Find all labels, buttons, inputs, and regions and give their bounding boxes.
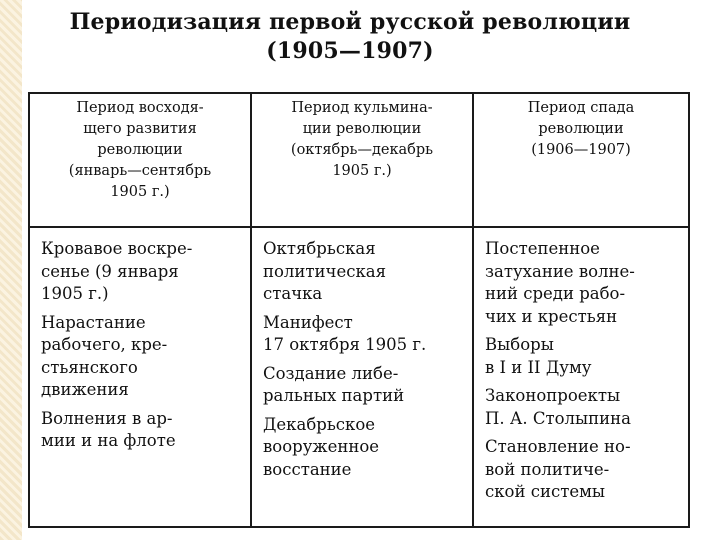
list-item	[263, 414, 465, 482]
header-line: (январь—сентябрь	[68, 163, 212, 179]
header-line: ции революции	[302, 121, 422, 137]
list-item	[41, 312, 243, 402]
list-item	[263, 238, 465, 306]
list-item-line: ний среди рабо-	[485, 284, 626, 303]
list-item-line: П. А. Столыпина	[485, 408, 631, 428]
list-item	[485, 238, 681, 328]
list-item-line: стачка	[263, 284, 323, 303]
list-item-line: мии и на флоте	[41, 431, 176, 450]
list-item-line: Выборы	[485, 335, 554, 354]
list-item-line: политическая	[263, 261, 387, 281]
header-cell-rise	[29, 93, 251, 227]
list-item-line: Постепенное	[485, 239, 600, 258]
list-item-line: 17 октября 1905 г.	[263, 335, 427, 354]
list-item-line: ральных партий	[263, 386, 405, 405]
header-line: (октябрь—декабрь	[290, 142, 434, 158]
list-item-line: вооруженное	[263, 437, 380, 456]
list-item	[41, 238, 243, 306]
list-item-line: Становление но-	[485, 437, 631, 456]
revolution-periods-table	[28, 92, 690, 528]
header-cell-decline	[473, 93, 689, 227]
list-item-line: ской системы	[485, 482, 606, 501]
title-line-1: Периодизация первой русской революции	[69, 9, 631, 35]
list-item-line: движения	[41, 380, 129, 399]
list-item-line: затухание волне-	[485, 261, 635, 281]
header-line: революции	[97, 142, 183, 158]
list-item-line: вой политиче-	[485, 459, 610, 479]
list-item	[263, 363, 465, 408]
list-item-line: Законопроекты	[485, 386, 621, 405]
header-line: 1905 г.)	[110, 184, 170, 200]
content-row	[29, 227, 689, 527]
title-line-2: (1905—1907)	[266, 38, 434, 64]
decorative-left-strip	[0, 0, 22, 540]
list-item-line: Создание либе-	[263, 363, 399, 383]
list-item	[485, 334, 681, 379]
list-item	[485, 436, 681, 504]
header-line: 1905 г.)	[332, 163, 392, 179]
list-item-line: Манифест	[263, 312, 353, 332]
content-cell-rise	[29, 227, 251, 527]
list-item-line: чих и крестьян	[485, 306, 618, 326]
list-item	[41, 408, 243, 453]
list-item-line: рабочего, кре-	[41, 335, 168, 354]
list-item	[485, 385, 681, 430]
header-line: щего развития	[83, 121, 197, 137]
header-row	[29, 93, 689, 227]
header-cell-culmination	[251, 93, 473, 227]
content-cell-culmination	[251, 227, 473, 527]
list-item-line: Октябрьская	[263, 239, 376, 258]
list-item-line: в I и II Думу	[485, 357, 592, 377]
list-item-line: стьянского	[41, 357, 138, 377]
list-item-line: сенье (9 января	[41, 261, 179, 281]
content-cell-decline	[473, 227, 689, 527]
header-line: революции	[538, 121, 624, 137]
list-item-line: 1905 г.)	[41, 284, 109, 303]
header-line: (1906—1907)	[531, 142, 631, 158]
list-item-line: Декабрьское	[263, 414, 376, 434]
list-item-line: Нарастание	[41, 312, 146, 332]
list-item-line: восстание	[263, 459, 352, 479]
header-line: Период кульмина-	[291, 100, 433, 116]
header-line: Период восходя-	[76, 100, 204, 116]
list-item-line: Волнения в ар-	[41, 408, 173, 428]
list-item	[263, 312, 465, 357]
header-line: Период спада	[527, 100, 635, 116]
list-item-line: Кровавое воскре-	[41, 239, 193, 258]
document-title	[30, 8, 670, 66]
